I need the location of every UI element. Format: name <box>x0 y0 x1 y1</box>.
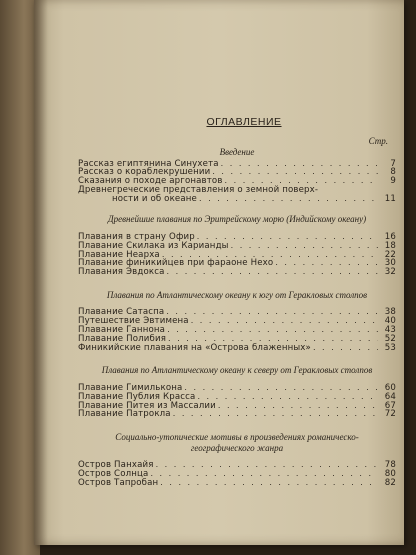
toc-entry[interactable] <box>78 268 396 277</box>
toc-section <box>78 432 396 487</box>
leader-dots <box>191 317 378 326</box>
page-column-header: Стр. <box>368 136 388 146</box>
entry-page: 8 <box>390 167 396 178</box>
toc-entry-continuation[interactable] <box>78 195 396 204</box>
entry-page: 80 <box>384 468 396 479</box>
leader-dots <box>173 410 378 419</box>
entry-page: 67 <box>384 400 396 411</box>
entry-title: Плавания в страну Офир <box>78 231 195 242</box>
entry-title: Плавание Патрокла <box>78 409 171 420</box>
leader-dots <box>199 195 378 204</box>
entry-title: Остров Солнца <box>78 468 149 479</box>
entry-title: Плавание финикийцев при фараоне Нехо <box>78 258 274 269</box>
leader-dots <box>167 268 378 277</box>
leader-dots <box>275 259 378 268</box>
toc-entry[interactable] <box>78 479 396 488</box>
leader-dots <box>313 344 378 353</box>
section-heading: Плавания по Атлантическому океану к северу от Геракловых столпов <box>101 365 373 376</box>
leader-dots <box>156 461 378 470</box>
entry-page: 78 <box>384 460 396 471</box>
entry-title: Плавание Ганнона <box>78 325 166 336</box>
leader-dots <box>160 479 378 488</box>
entry-page: 53 <box>384 342 396 353</box>
entry-list <box>78 308 396 352</box>
entry-title: Плавание Неарха <box>78 249 160 260</box>
entry-page: 9 <box>390 176 396 187</box>
entry-title: Плавание Питея из Массалии <box>78 400 216 411</box>
entry-page: 72 <box>384 409 396 420</box>
entry-page: 82 <box>384 477 396 488</box>
leader-dots <box>218 402 378 411</box>
entry-page: 52 <box>384 333 396 344</box>
toc-section <box>78 214 396 276</box>
entry-title-line2: ности и об океане <box>112 193 197 204</box>
entry-title: Путешествие Эвтимена <box>78 316 189 327</box>
entry-page: 40 <box>384 316 396 327</box>
section-heading: Социально-утопические мотивы в произведениях романическо-географического жанра <box>115 432 359 453</box>
spine-shadow <box>34 0 48 545</box>
table-of-contents <box>78 116 396 501</box>
section-heading: Древнейшие плавания по Эритрейскому морю (Индийскому океану) <box>107 214 367 225</box>
leader-dots <box>197 393 378 402</box>
leader-dots <box>166 308 378 317</box>
entry-title: Плавание Гимилькона <box>78 382 183 393</box>
entry-page: 32 <box>384 267 396 278</box>
toc-section <box>78 147 396 203</box>
entry-title: Рассказ о кораблекрушении <box>78 167 211 178</box>
entry-title: Плавание Сатаспа <box>78 307 165 318</box>
section-heading: Плавания по Атлантическому океану к югу от Геракловых столпов <box>106 289 368 300</box>
entry-list <box>78 233 396 277</box>
toc-entry[interactable] <box>78 344 396 353</box>
leader-dots <box>221 160 378 169</box>
entry-title: Плавание Скилака из Карианды <box>78 240 229 251</box>
entry-list <box>78 461 396 487</box>
entry-page: 43 <box>384 325 396 336</box>
entry-title: Плавание Публия Красса <box>78 391 196 402</box>
entry-page: 60 <box>384 382 396 393</box>
entry-list <box>78 160 396 204</box>
entry-title: Плавание Полибия <box>78 333 167 344</box>
toc-entry[interactable] <box>78 410 396 419</box>
entry-title: Плавания Эвдокса <box>78 267 165 278</box>
entry-list <box>78 384 396 419</box>
entry-page: 64 <box>384 391 396 402</box>
entry-title: Сказания о походе аргонавтов <box>78 176 223 187</box>
section-heading: Введение <box>219 147 255 157</box>
entry-page: 30 <box>384 258 396 269</box>
entry-page: 7 <box>390 158 396 169</box>
entry-page: 16 <box>384 231 396 242</box>
leader-dots <box>167 326 378 335</box>
entry-title: Финикийские плавания на «Острова блаженных» <box>78 342 311 353</box>
toc-title: ОГЛАВЛЕНИЕ <box>206 116 282 128</box>
leader-dots <box>150 470 378 479</box>
entry-title: Рассказ египтянина Синухета <box>78 158 219 169</box>
entry-title: Остров Панхайя <box>78 460 154 471</box>
leader-dots <box>231 242 378 251</box>
toc-section <box>78 365 396 419</box>
entry-page: 22 <box>384 249 396 260</box>
entry-page: 18 <box>384 240 396 251</box>
entry-page: 11 <box>384 193 396 204</box>
entry-page: 38 <box>384 307 396 318</box>
leader-dots <box>184 384 378 393</box>
entry-title: Остров Тапробан <box>78 477 159 488</box>
entry-title-line1: Древнегреческие представления о земной поверх- <box>78 184 319 195</box>
leader-dots <box>212 168 378 177</box>
toc-section <box>78 290 396 352</box>
